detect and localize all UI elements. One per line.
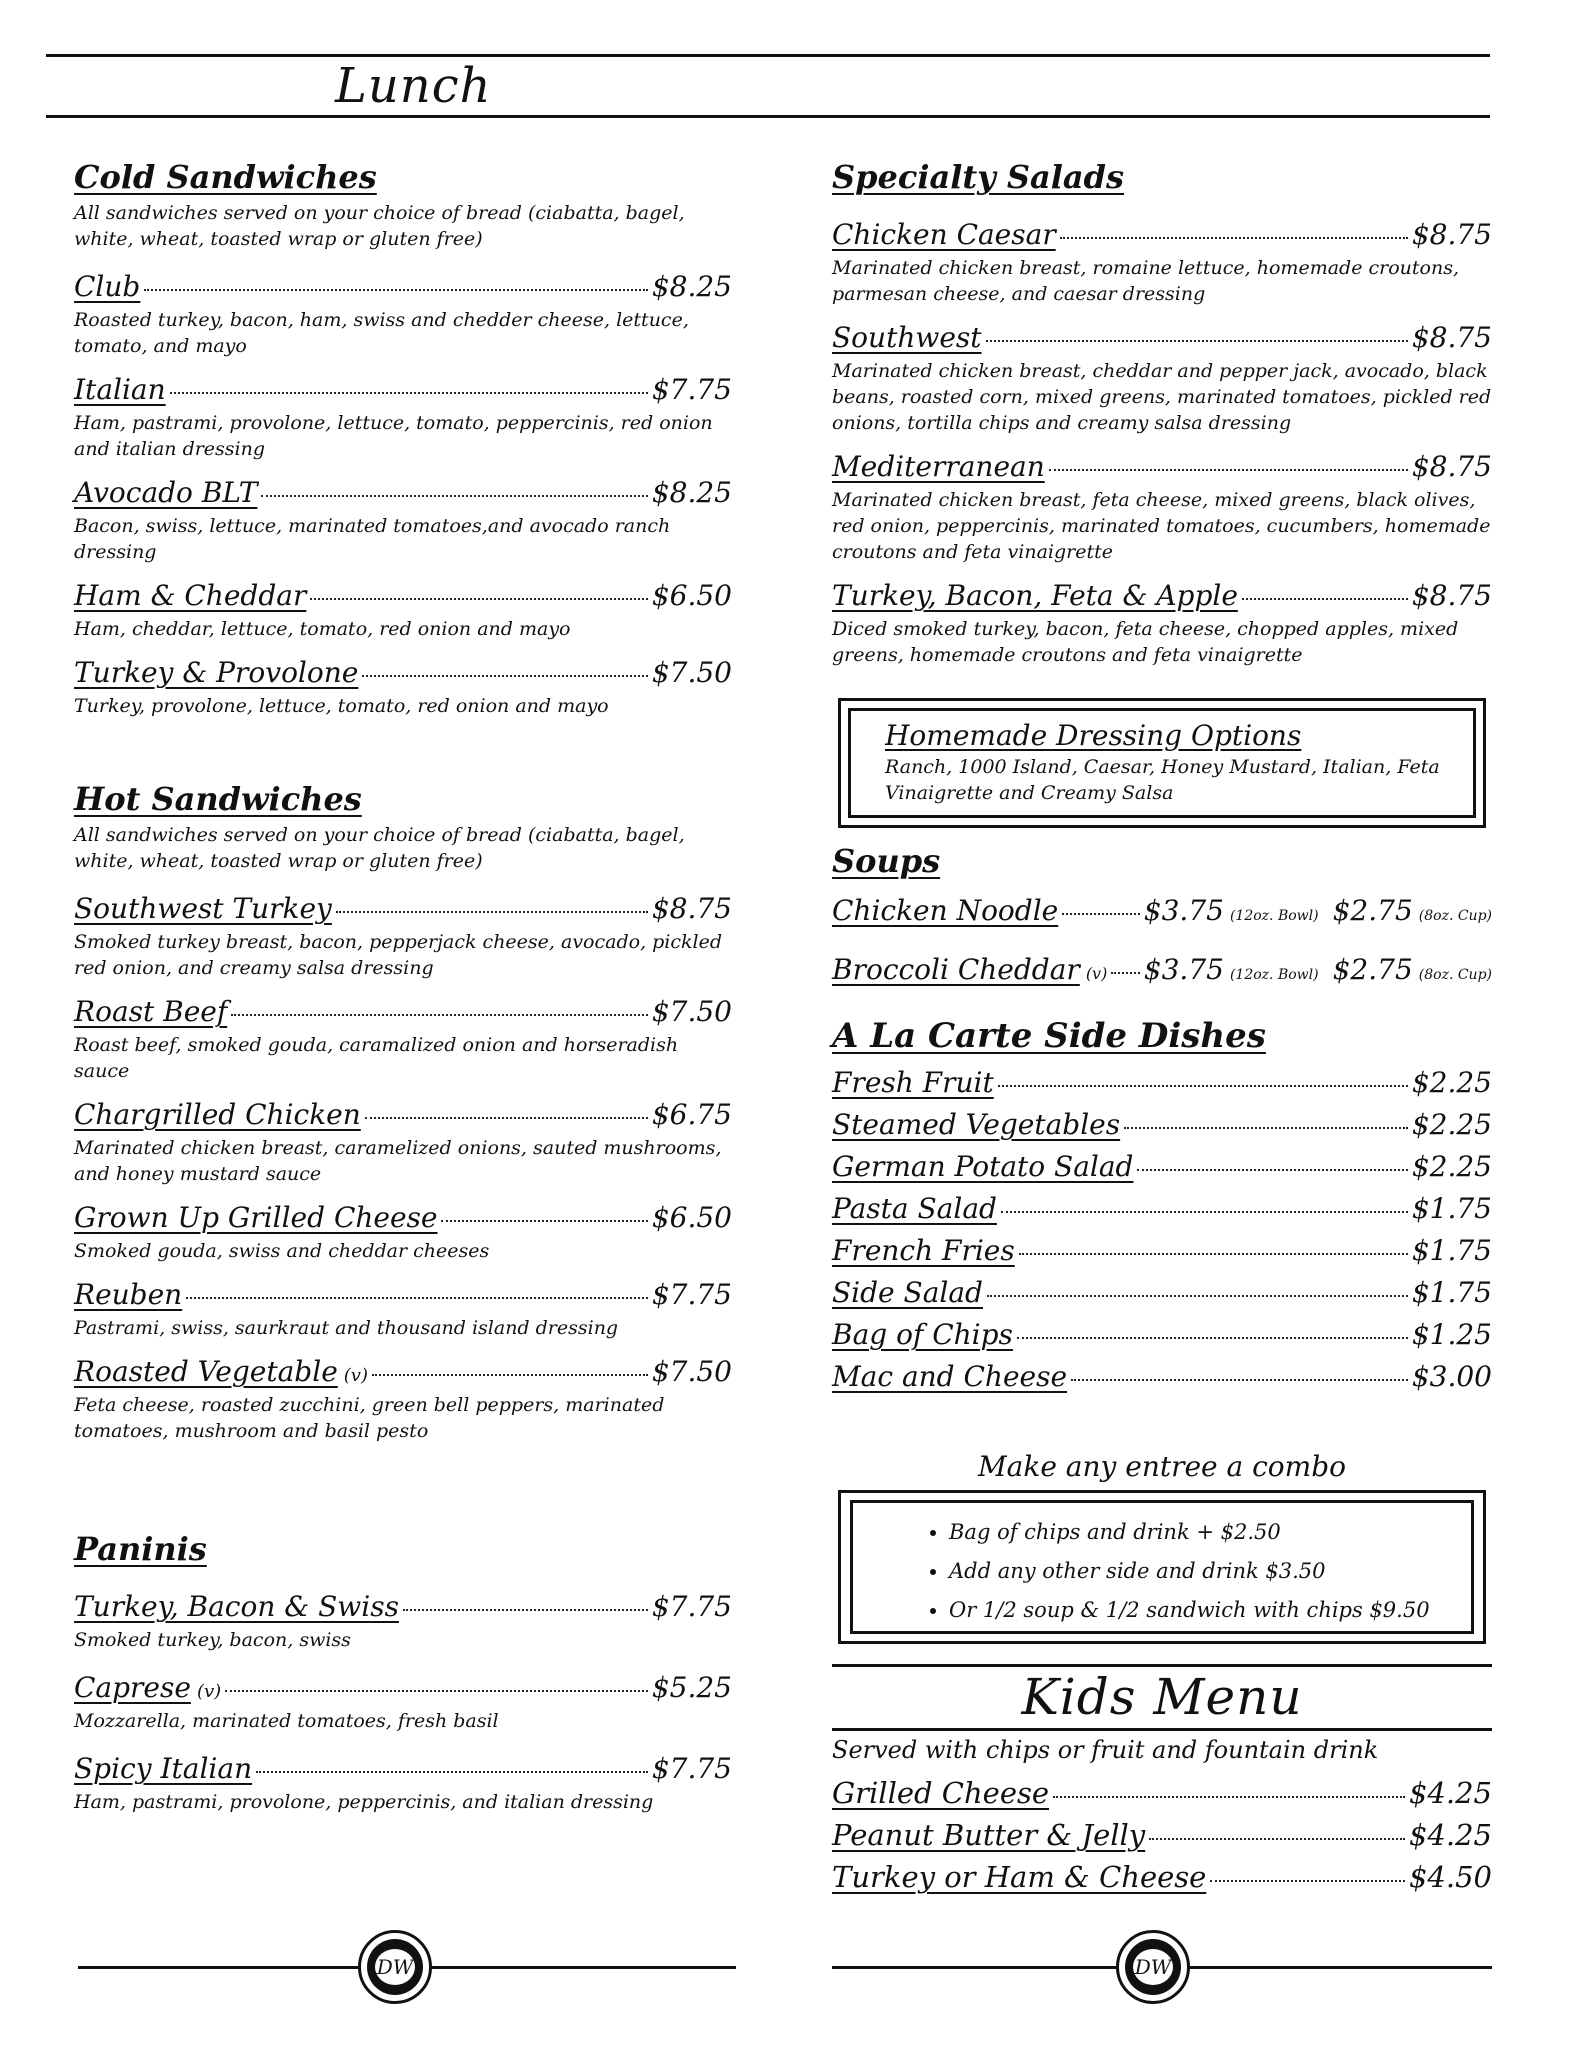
dot-leader — [365, 1117, 648, 1119]
menu-item-description: Diced smoked turkey, bacon, feta cheese, chopped apples, mixed greens, homemade croutons and feta vinaigrette — [832, 618, 1459, 666]
dot-leader — [1149, 1838, 1405, 1840]
menu-item-price: $7.75 — [651, 1278, 732, 1311]
menu-item — [832, 1276, 1492, 1309]
cold-sandwiches-section — [74, 158, 732, 719]
section-title: Cold Sandwiches — [74, 158, 377, 196]
dot-leader — [1053, 1796, 1405, 1798]
menu-item-name: German Potato Salad — [832, 1150, 1134, 1183]
menu-item-description: Marinated chicken breast, cheddar and pepper jack, avocado, black beans, roasted corn, mixed greens, marinated tomatoes, pickled red onions, tortilla chips and creamy salsa dressing — [832, 360, 1492, 434]
menu-item-name: Club — [74, 270, 141, 303]
menu-item-line — [74, 656, 732, 689]
dw-logo — [1116, 1930, 1190, 2004]
menu-item-name: Reuben — [74, 1278, 183, 1311]
menu-item-name: Turkey, Bacon, Feta & Apple — [832, 579, 1238, 612]
menu-item-name: Chicken Noodle — [832, 894, 1059, 927]
menu-item-name: Avocado BLT — [74, 476, 258, 509]
menu-item-list — [74, 270, 732, 719]
menu-item-name: Fresh Fruit — [832, 1066, 994, 1099]
dot-leader — [403, 1609, 648, 1611]
menu-item — [74, 1098, 732, 1187]
menu-item-line — [832, 1776, 1492, 1810]
menu-item — [74, 1752, 732, 1815]
menu-item — [74, 1278, 732, 1341]
menu-item — [832, 1192, 1492, 1225]
menu-item — [832, 1360, 1492, 1393]
menu-item-price: $4.50 — [1408, 1860, 1492, 1894]
menu-item-price: $8.75 — [1411, 579, 1492, 612]
menu-item-price: $8.25 — [651, 270, 732, 303]
menu-item-description: Ham, pastrami, provolone, lettuce, tomato, peppercinis, red onion and italian dressing — [74, 412, 713, 460]
menu-item — [74, 1201, 732, 1264]
bowl-price: $3.75 — [1143, 894, 1224, 927]
menu-item — [74, 892, 732, 981]
combo-box — [850, 1500, 1474, 1634]
menu-item-name: Roasted Vegetable — [74, 1355, 338, 1388]
menu-item-description: Roasted turkey, bacon, ham, swiss and chedder cheese, lettuce, tomato, and mayo — [74, 309, 689, 357]
menu-item-description: Marinated chicken breast, feta cheese, mixed greens, black olives, red onion, peppercinis, marinated tomatoes, cucumbers, homemade croutons and feta vinaigrette — [832, 489, 1491, 563]
menu-item-description: Pastrami, swiss, saurkraut and thousand island dressing — [74, 1317, 619, 1339]
menu-item-price: $7.50 — [651, 1355, 732, 1388]
menu-item-description: Smoked gouda, swiss and cheddar cheeses — [74, 1240, 490, 1262]
menu-item-description: Feta cheese, roasted zucchini, green bell peppers, marinated tomatoes, mushroom and basil pesto — [74, 1394, 665, 1442]
menu-item-line — [74, 1278, 732, 1311]
menu-item-price: $7.50 — [651, 656, 732, 689]
menu-item — [74, 1671, 732, 1734]
soup-item — [832, 894, 1492, 927]
soup-item — [832, 953, 1492, 986]
combo-title: Make any entree a combo — [978, 1450, 1346, 1483]
dot-leader — [170, 392, 648, 394]
menu-item — [832, 321, 1492, 436]
dot-leader — [987, 1295, 1408, 1297]
menu-item-line — [832, 218, 1492, 251]
menu-item-name: Southwest — [832, 321, 982, 354]
dot-leader — [1124, 1127, 1408, 1129]
menu-item-line — [832, 953, 1492, 986]
menu-item-price: $8.25 — [651, 476, 732, 509]
logo-text: DW — [375, 1949, 415, 1985]
menu-item-description: Smoked turkey, bacon, swiss — [74, 1629, 351, 1651]
menu-item-price: $6.50 — [651, 579, 732, 612]
section-note: All sandwiches served on your choice of bread (ciabatta, bagel, white, wheat, toasted wrap or gluten free) — [74, 202, 685, 250]
section-title: Soups — [832, 842, 941, 880]
menu-item — [74, 270, 732, 359]
menu-item-price: $8.75 — [651, 892, 732, 925]
menu-item-description: Smoked turkey breast, bacon, pepperjack cheese, avocado, pickled red onion, and creamy salsa dressing — [74, 931, 723, 979]
menu-item-line — [74, 1201, 732, 1234]
menu-item — [74, 579, 732, 642]
soups-section — [832, 842, 1492, 986]
cup-price: $2.75 — [1332, 894, 1413, 927]
menu-item — [832, 1150, 1492, 1183]
bowl-price: $3.75 — [1143, 953, 1224, 986]
menu-item-list — [832, 1776, 1492, 1894]
side-dishes-section — [832, 1016, 1492, 1393]
menu-item-name: Italian — [74, 373, 166, 406]
dressing-title: Homemade Dressing Options — [885, 719, 1302, 752]
menu-item-line — [832, 321, 1492, 354]
section-title: Paninis — [74, 1530, 207, 1568]
menu-item-line — [74, 1355, 732, 1388]
bowl-size: (12oz. Bowl) — [1229, 908, 1319, 924]
menu-item-price: $5.25 — [651, 1671, 732, 1704]
menu-item — [74, 476, 732, 565]
menu-item — [832, 1860, 1492, 1894]
menu-item — [832, 1776, 1492, 1810]
menu-item-list — [74, 1590, 732, 1815]
menu-item-price: $7.75 — [651, 1590, 732, 1623]
menu-item-price: $1.75 — [1411, 1192, 1492, 1225]
menu-item-list — [74, 892, 732, 1444]
menu-item-description: Marinated chicken breast, romaine lettuce, homemade croutons, parmesan cheese, and caesar dressing — [832, 257, 1459, 305]
menu-item-line — [832, 1150, 1492, 1183]
menu-item-name: Roast Beef — [74, 995, 228, 1028]
logo-text: DW — [1133, 1949, 1173, 1985]
dot-leader — [362, 675, 647, 677]
dot-leader — [1001, 1211, 1408, 1213]
menu-item-price: $3.00 — [1411, 1360, 1492, 1393]
menu-item-name: Southwest Turkey — [74, 892, 332, 925]
section-title: Specialty Salads — [832, 158, 1125, 196]
menu-item — [832, 579, 1492, 668]
dot-leader — [310, 598, 647, 600]
menu-item-price: $1.75 — [1411, 1234, 1492, 1267]
menu-item-name: Turkey, Bacon & Swiss — [74, 1590, 399, 1623]
menu-item-name: Mac and Cheese — [832, 1360, 1068, 1393]
dot-leader — [1210, 1880, 1405, 1882]
menu-item-price: $7.75 — [651, 1752, 732, 1785]
menu-item-price: $7.75 — [651, 373, 732, 406]
menu-item-description: Bacon, swiss, lettuce, marinated tomatoes,and avocado ranch dressing — [74, 515, 671, 563]
menu-item-name: Pasta Salad — [832, 1192, 997, 1225]
menu-item-name: Turkey or Ham & Cheese — [832, 1860, 1207, 1894]
menu-item — [74, 373, 732, 462]
dot-leader — [1071, 1379, 1408, 1381]
menu-item-name: Ham & Cheddar — [74, 579, 307, 612]
menu-item-list — [832, 218, 1492, 668]
menu-item-name: Mediterranean — [832, 450, 1045, 483]
menu-item-tag: (v) — [196, 1681, 222, 1702]
menu-item-line — [74, 1098, 732, 1131]
menu-item-description: Turkey, provolone, lettuce, tomato, red onion and mayo — [74, 695, 609, 717]
menu-item-price: $1.75 — [1411, 1276, 1492, 1309]
dot-leader — [336, 911, 648, 913]
header-bottom-rule — [46, 115, 1490, 118]
dot-leader — [372, 1374, 648, 1376]
menu-item-name: Bag of Chips — [832, 1318, 1013, 1351]
menu-item-description: Mozzarella, marinated tomatoes, fresh basil — [74, 1710, 499, 1732]
menu-item-description: Roast beef, smoked gouda, caramalized onion and horseradish sauce — [74, 1034, 679, 1082]
section-title: A La Carte Side Dishes — [832, 1016, 1266, 1056]
menu-item-price: $6.75 — [651, 1098, 732, 1131]
menu-item-name: Spicy Italian — [74, 1752, 253, 1785]
dot-leader — [441, 1220, 647, 1222]
menu-item-tag: (v) — [343, 1365, 368, 1386]
menu-item-line — [832, 1860, 1492, 1894]
dot-leader — [256, 1771, 648, 1773]
menu-item-line — [832, 1234, 1492, 1267]
menu-item-list — [832, 894, 1492, 986]
menu-item — [832, 1066, 1492, 1099]
dressing-box — [848, 708, 1476, 818]
dot-leader — [1242, 598, 1408, 600]
dot-leader — [261, 495, 647, 497]
menu-item — [832, 218, 1492, 307]
menu-item-line — [74, 579, 732, 612]
menu-item-line — [832, 450, 1492, 483]
dot-leader — [1137, 1169, 1407, 1171]
kids-note: Served with chips or fruit and fountain drink — [832, 1736, 1379, 1764]
menu-item-name: French Fries — [832, 1234, 1015, 1267]
dot-leader — [186, 1297, 648, 1299]
cup-price: $2.75 — [1332, 953, 1413, 986]
kids-menu-title: Kids Menu — [1021, 1668, 1303, 1726]
dot-leader — [1017, 1337, 1408, 1339]
menu-item-line — [832, 1318, 1492, 1351]
menu-item-line — [832, 894, 1492, 927]
logo-ring — [367, 1939, 423, 1995]
menu-item-price: $6.50 — [651, 1201, 732, 1234]
menu-item-price: $8.75 — [1411, 218, 1492, 251]
menu-item-price: $2.25 — [1411, 1108, 1492, 1141]
hot-sandwiches-section — [74, 780, 732, 1444]
menu-item-tag: (v) — [1085, 964, 1108, 983]
menu-item — [832, 1818, 1492, 1852]
menu-item — [832, 1318, 1492, 1351]
cup-size: (8oz. Cup) — [1418, 967, 1492, 983]
menu-item-line — [74, 1752, 732, 1785]
section-note: All sandwiches served on your choice of bread (ciabatta, bagel, white, wheat, toasted wrap or gluten free) — [74, 824, 685, 872]
menu-item-line — [74, 892, 732, 925]
menu-item-name: Chargrilled Chicken — [74, 1098, 361, 1131]
dot-leader — [1019, 1253, 1408, 1255]
kids-top-rule — [832, 1664, 1492, 1667]
menu-item-line — [74, 1671, 732, 1704]
combo-list — [913, 1513, 1430, 1630]
menu-item-price: $4.25 — [1408, 1776, 1492, 1810]
menu-item-price: $4.25 — [1408, 1818, 1492, 1852]
kids-bottom-rule — [832, 1728, 1492, 1731]
menu-item-line — [832, 1192, 1492, 1225]
menu-item-price: $8.75 — [1411, 321, 1492, 354]
dot-leader — [144, 289, 647, 291]
menu-item — [74, 995, 732, 1084]
menu-item-name: Peanut Butter & Jelly — [832, 1818, 1146, 1852]
menu-item-name: Turkey & Provolone — [74, 656, 359, 689]
menu-item-line — [74, 373, 732, 406]
menu-item-list — [832, 1066, 1492, 1393]
page-title: Lunch — [335, 58, 492, 114]
menu-item-line — [832, 1818, 1492, 1852]
dressing-text: Ranch, 1000 Island, Caesar, Honey Mustard, Italian, Feta Vinaigrette and Creamy Salsa — [885, 756, 1440, 804]
menu-item — [74, 1355, 732, 1444]
dot-leader — [986, 340, 1408, 342]
menu-item — [832, 450, 1492, 565]
menu-item-name: Caprese — [74, 1671, 191, 1704]
section-title: Hot Sandwiches — [74, 780, 362, 818]
menu-item-name: Steamed Vegetables — [832, 1108, 1121, 1141]
dot-leader — [225, 1690, 648, 1692]
combo-option: • Bag of chips and drink + $2.50 — [949, 1513, 1430, 1552]
dot-leader — [1060, 237, 1408, 239]
dot-leader — [1062, 913, 1140, 915]
cup-size: (8oz. Cup) — [1418, 908, 1492, 924]
menu-item — [832, 1234, 1492, 1267]
dw-logo — [358, 1930, 432, 2004]
dot-leader — [998, 1085, 1408, 1087]
specialty-salads-section — [832, 158, 1492, 668]
menu-item-name: Grilled Cheese — [832, 1776, 1050, 1810]
menu-item-name: Grown Up Grilled Cheese — [74, 1201, 438, 1234]
menu-item-name: Broccoli Cheddar — [832, 953, 1080, 986]
menu-item-line — [74, 270, 732, 303]
menu-item-price: $7.50 — [651, 995, 732, 1028]
menu-item — [74, 1590, 732, 1653]
menu-item-line — [832, 579, 1492, 612]
menu-item-line — [74, 995, 732, 1028]
dot-leader — [231, 1014, 648, 1016]
combo-option: • Add any other side and drink $3.50 — [949, 1552, 1430, 1591]
menu-item-line — [832, 1108, 1492, 1141]
paninis-section — [74, 1530, 732, 1815]
menu-item-description: Ham, pastrami, provolone, peppercinis, and italian dressing — [74, 1791, 654, 1813]
menu-item-line — [74, 476, 732, 509]
kids-menu-section — [832, 1668, 1492, 1726]
dot-leader — [1049, 469, 1408, 471]
dot-leader — [1111, 972, 1139, 974]
menu-item-description: Ham, cheddar, lettuce, tomato, red onion and mayo — [74, 618, 571, 640]
menu-item-line — [832, 1360, 1492, 1393]
menu-item-price: $8.75 — [1411, 450, 1492, 483]
menu-item-price: $2.25 — [1411, 1066, 1492, 1099]
menu-item — [74, 656, 732, 719]
menu-item-line — [74, 1590, 732, 1623]
combo-option: • Or 1/2 soup & 1/2 sandwich with chips $9.50 — [949, 1591, 1430, 1630]
bowl-size: (12oz. Bowl) — [1229, 967, 1319, 983]
menu-item-name: Side Salad — [832, 1276, 983, 1309]
menu-item-description: Marinated chicken breast, caramelized onions, sauted mushrooms, and honey mustard sauce — [74, 1137, 722, 1185]
kids-menu-body — [832, 1734, 1492, 1894]
menu-item-price: $1.25 — [1411, 1318, 1492, 1351]
logo-ring — [1125, 1939, 1181, 1995]
menu-item-line — [832, 1276, 1492, 1309]
menu-item — [832, 1108, 1492, 1141]
menu-item-line — [832, 1066, 1492, 1099]
header-top-rule — [46, 54, 1490, 57]
menu-item-name: Chicken Caesar — [832, 218, 1056, 251]
menu-item-price: $2.25 — [1411, 1150, 1492, 1183]
